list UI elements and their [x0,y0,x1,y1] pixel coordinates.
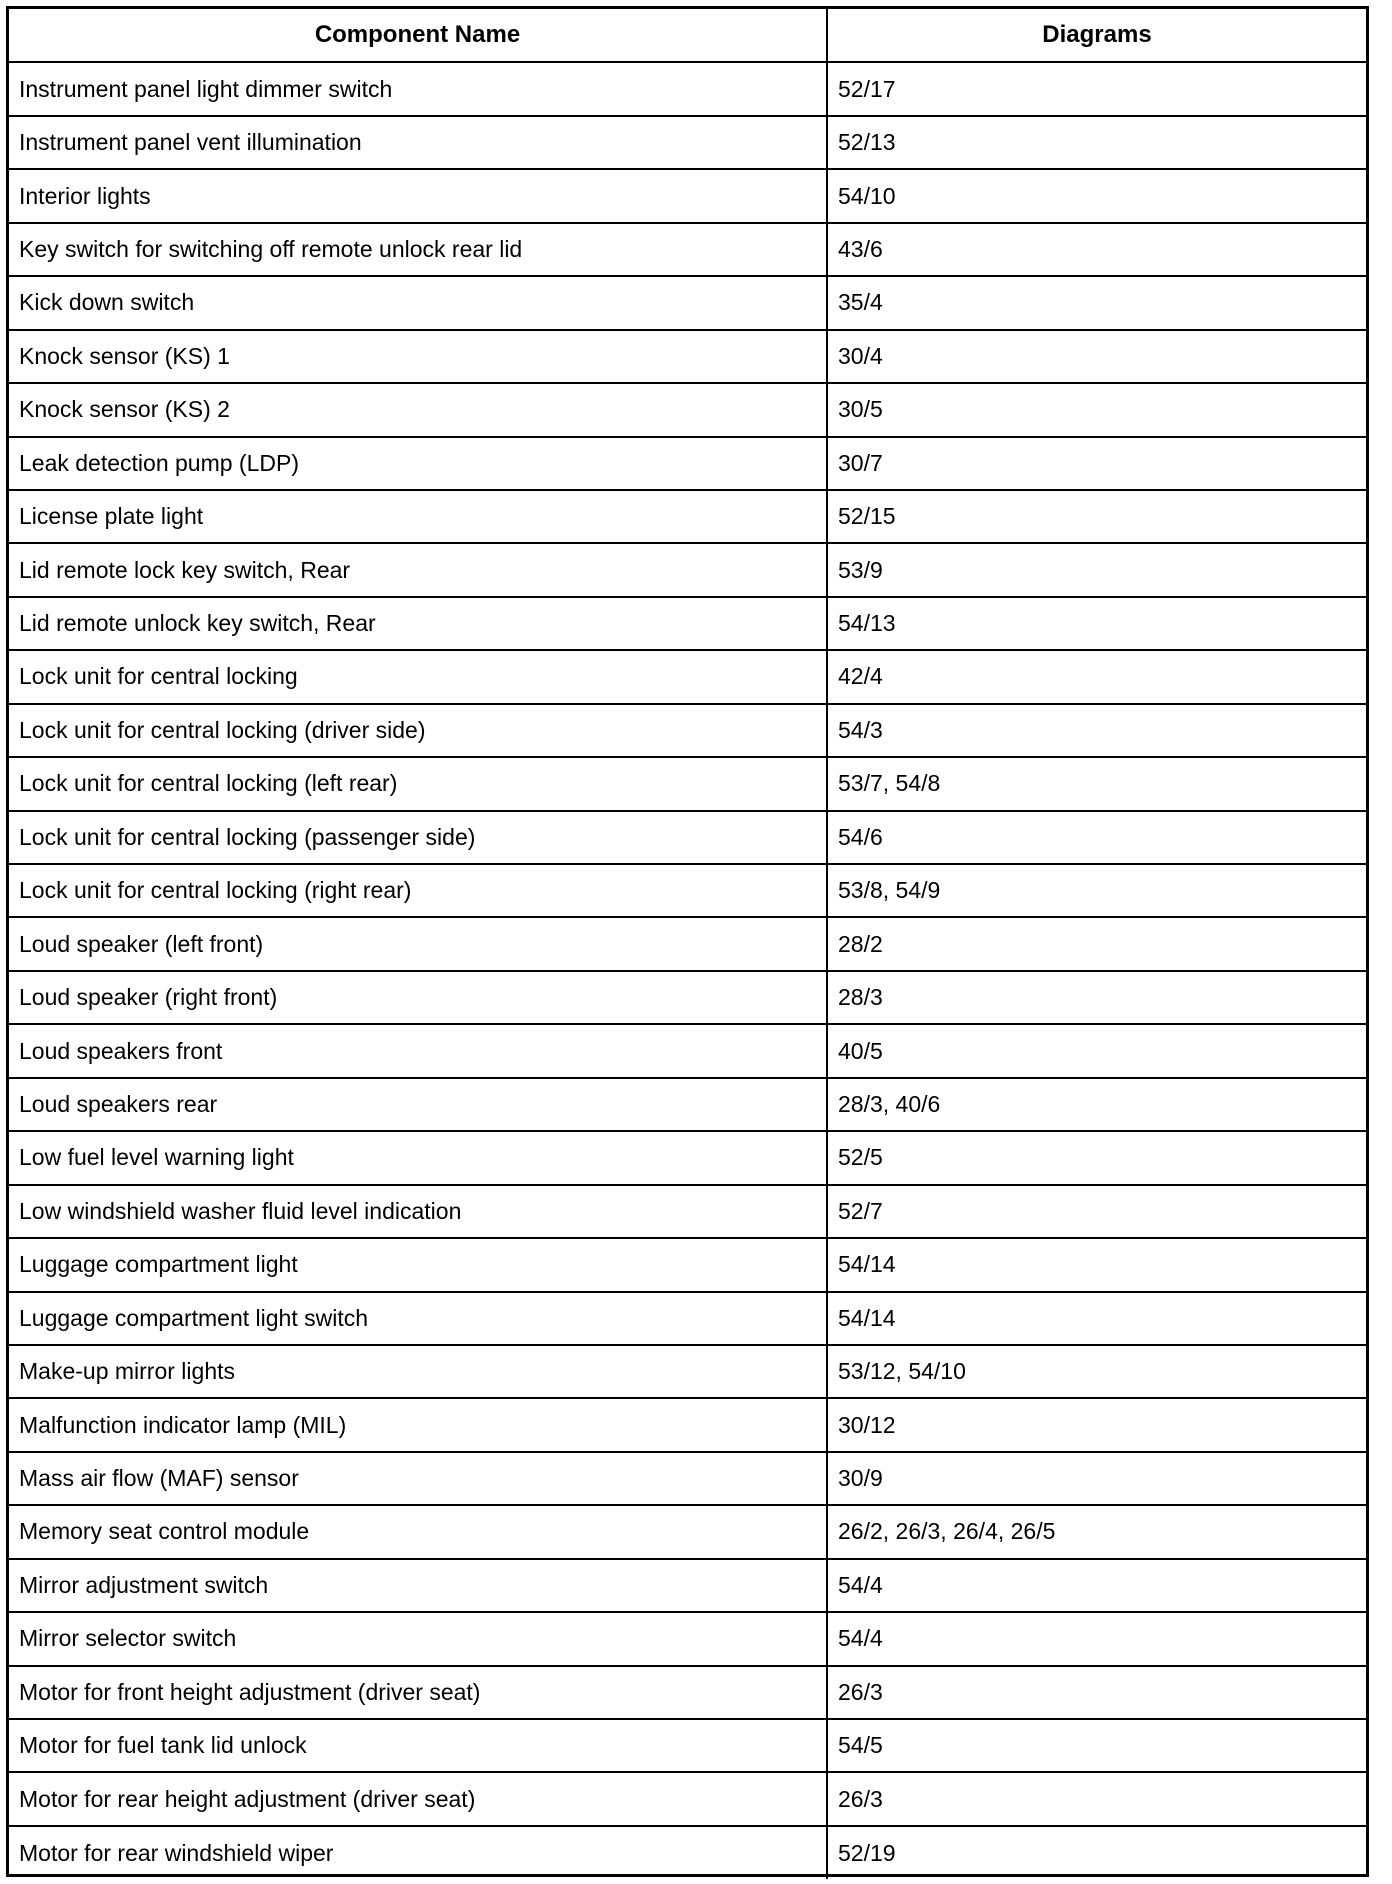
diagrams-cell: 52/13 [827,116,1366,169]
table-row [9,1772,1366,1825]
component-name-cell: Motor for rear windshield wiper [9,1826,827,1879]
component-name-cell: Instrument panel vent illumination [9,116,827,169]
diagrams-cell: 54/14 [827,1292,1366,1345]
diagrams-cell: 30/9 [827,1452,1366,1505]
diagrams-header: Diagrams [827,9,1366,62]
table-row [9,1024,1366,1077]
diagrams-cell: 30/5 [827,383,1366,436]
diagrams-cell: 54/4 [827,1559,1366,1612]
component-name-cell: Knock sensor (KS) 1 [9,330,827,383]
table-row [9,1292,1366,1345]
diagrams-cell: 52/19 [827,1826,1366,1879]
table-row [9,811,1366,864]
component-name-cell: Leak detection pump (LDP) [9,437,827,490]
table-row [9,971,1366,1024]
component-name-cell: Kick down switch [9,276,827,329]
table-body [9,62,1366,1879]
diagrams-cell: 40/5 [827,1024,1366,1077]
diagrams-cell: 26/3 [827,1772,1366,1825]
table-row [9,1398,1366,1451]
diagrams-cell: 52/7 [827,1185,1366,1238]
component-name-cell: Loud speaker (right front) [9,971,827,1024]
diagrams-cell: 54/5 [827,1719,1366,1772]
table-row [9,1238,1366,1291]
diagrams-cell: 26/2, 26/3, 26/4, 26/5 [827,1505,1366,1558]
diagrams-cell: 53/12, 54/10 [827,1345,1366,1398]
table-row [9,169,1366,222]
diagrams-cell: 52/15 [827,490,1366,543]
component-name-cell: Lock unit for central locking (right rear) [9,864,827,917]
component-name-cell: Motor for rear height adjustment (driver seat) [9,1772,827,1825]
table-row [9,116,1366,169]
component-name-cell: License plate light [9,490,827,543]
diagrams-cell: 26/3 [827,1666,1366,1719]
component-name-cell: Motor for front height adjustment (driver seat) [9,1666,827,1719]
diagrams-cell: 54/6 [827,811,1366,864]
component-name-cell: Low fuel level warning light [9,1131,827,1184]
component-name-cell: Key switch for switching off remote unlock rear lid [9,223,827,276]
component-name-cell: Knock sensor (KS) 2 [9,383,827,436]
table-row [9,597,1366,650]
diagrams-cell: 52/5 [827,1131,1366,1184]
component-name-header: Component Name [9,9,827,62]
table-row [9,437,1366,490]
component-name-cell: Low windshield washer fluid level indication [9,1185,827,1238]
component-name-cell: Mirror adjustment switch [9,1559,827,1612]
diagrams-cell: 54/14 [827,1238,1366,1291]
table-row [9,1559,1366,1612]
diagrams-cell: 54/4 [827,1612,1366,1665]
diagrams-cell: 35/4 [827,276,1366,329]
component-name-cell: Loud speakers rear [9,1078,827,1131]
table-row [9,1131,1366,1184]
component-name-cell: Lock unit for central locking [9,650,827,703]
table-row [9,1666,1366,1719]
table-row [9,223,1366,276]
component-name-cell: Luggage compartment light switch [9,1292,827,1345]
component-name-cell: Lock unit for central locking (passenger side) [9,811,827,864]
table-row [9,917,1366,970]
table-row [9,1452,1366,1505]
diagrams-cell: 42/4 [827,650,1366,703]
diagrams-cell: 28/3, 40/6 [827,1078,1366,1131]
component-name-cell: Malfunction indicator lamp (MIL) [9,1398,827,1451]
table-row [9,1345,1366,1398]
diagrams-cell: 30/7 [827,437,1366,490]
table-row [9,330,1366,383]
component-name-cell: Instrument panel light dimmer switch [9,62,827,115]
component-name-cell: Mass air flow (MAF) sensor [9,1452,827,1505]
diagrams-cell: 53/7, 54/8 [827,757,1366,810]
header-row [9,9,1366,62]
component-name-cell: Luggage compartment light [9,1238,827,1291]
table-row [9,757,1366,810]
component-name-cell: Loud speaker (left front) [9,917,827,970]
diagrams-cell: 54/3 [827,704,1366,757]
component-name-cell: Lock unit for central locking (driver side) [9,704,827,757]
table-row [9,1612,1366,1665]
table-row [9,276,1366,329]
diagrams-cell: 30/12 [827,1398,1366,1451]
diagrams-cell: 53/8, 54/9 [827,864,1366,917]
component-name-cell: Memory seat control module [9,1505,827,1558]
diagrams-cell: 28/2 [827,917,1366,970]
table-row [9,490,1366,543]
diagrams-cell: 43/6 [827,223,1366,276]
component-name-cell: Lid remote lock key switch, Rear [9,543,827,596]
diagrams-cell: 28/3 [827,971,1366,1024]
table-row [9,543,1366,596]
component-table [9,9,1366,1879]
component-name-cell: Lid remote unlock key switch, Rear [9,597,827,650]
component-name-cell: Mirror selector switch [9,1612,827,1665]
diagrams-cell: 53/9 [827,543,1366,596]
component-name-cell: Interior lights [9,169,827,222]
diagrams-cell: 30/4 [827,330,1366,383]
diagrams-cell: 54/10 [827,169,1366,222]
table-row [9,650,1366,703]
component-name-cell: Motor for fuel tank lid unlock [9,1719,827,1772]
component-diagram-table [6,6,1369,1877]
table-row [9,62,1366,115]
table-row [9,1185,1366,1238]
table-row [9,1078,1366,1131]
table-row [9,1826,1366,1879]
component-name-cell: Make-up mirror lights [9,1345,827,1398]
table-row [9,1505,1366,1558]
table-row [9,704,1366,757]
table-row [9,864,1366,917]
diagrams-cell: 52/17 [827,62,1366,115]
table-row [9,383,1366,436]
table-row [9,1719,1366,1772]
component-name-cell: Loud speakers front [9,1024,827,1077]
component-name-cell: Lock unit for central locking (left rear) [9,757,827,810]
diagrams-cell: 54/13 [827,597,1366,650]
